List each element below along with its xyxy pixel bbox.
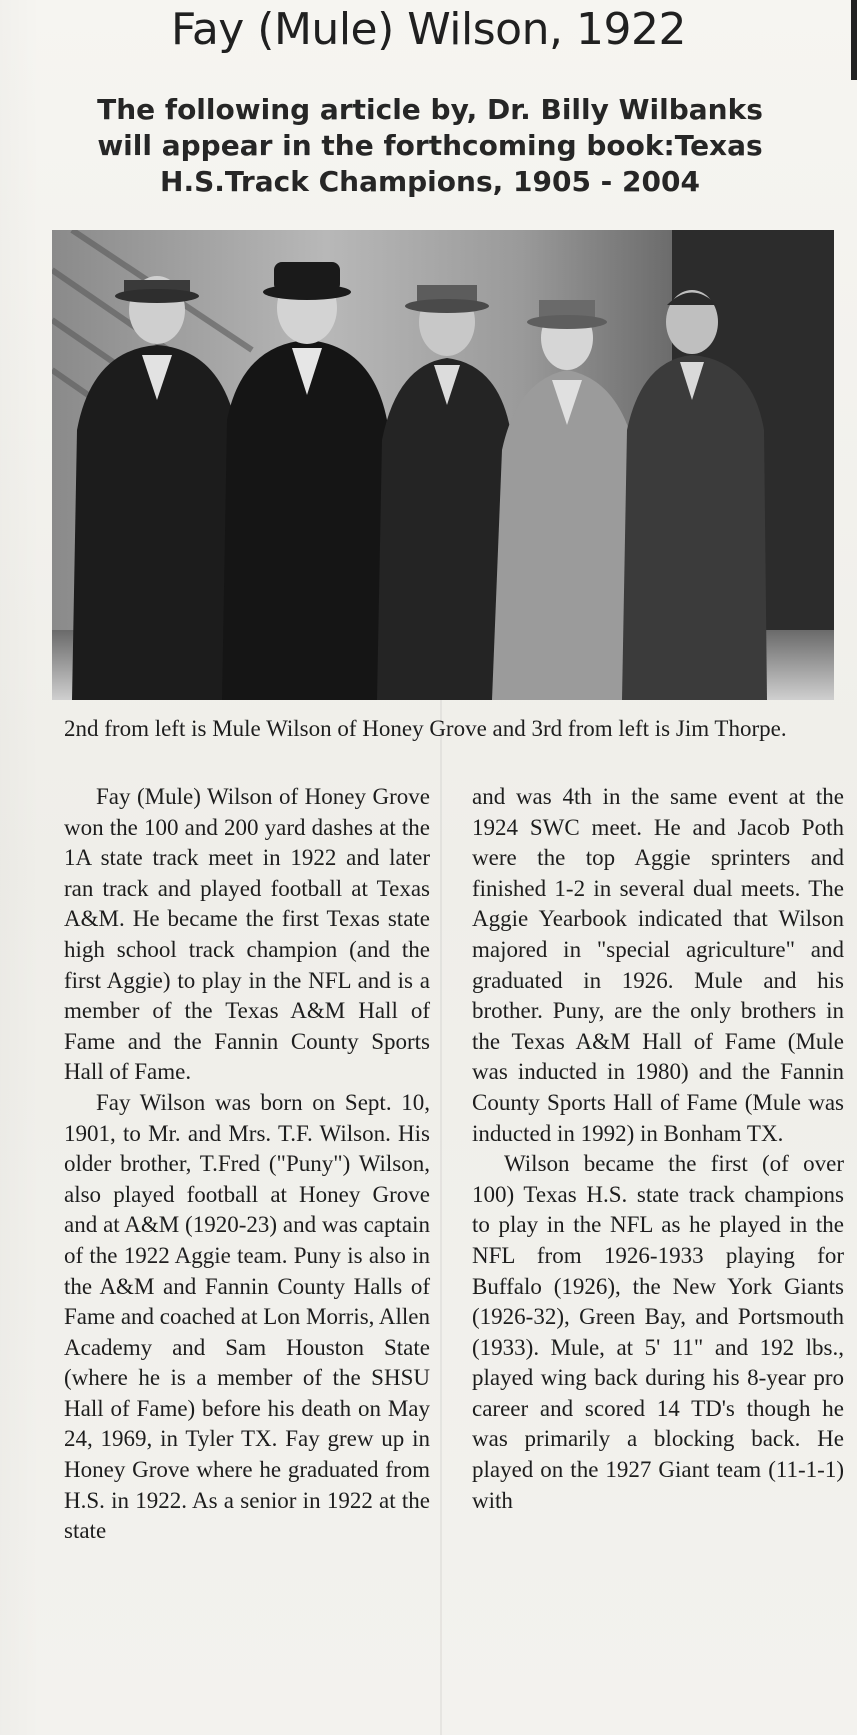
photo-caption: 2nd from left is Mule Wilson of Honey Grove and 3rd from left is Jim Thorpe. bbox=[64, 716, 787, 741]
column-divider bbox=[440, 700, 442, 1735]
left-column bbox=[64, 782, 430, 1547]
photo-image bbox=[52, 230, 834, 700]
paragraph: and was 4th in the same event at the 1924 SWC meet. He and Jacob Poth were the top Aggie sprinters and finished 1-2 in several dual meets. The Aggie Yearbook indicated that Wilson majored in "special agriculture" and graduated in 1926. Mule and his brother. Puny, are the only brothers in the Texas A&M Hall of Fame (Mule was inducted in 1980) and the Fannin County Sports Hall of Fame (Mule was inducted in 1992) in Bonham TX. bbox=[472, 784, 844, 1146]
article-title: Fay (Mule) Wilson, 1922 bbox=[171, 4, 686, 55]
paragraph: Wilson became the first (of over 100) Texas H.S. state track champions to play in the NFL as he played in the NFL from 1926-1933 playing for Buffalo (1926), the New York Giants (1926-32), Green Bay, and Portsmouth (1933). Mule, at 5' 11" and 192 lbs., played wing back during his 8-year pro career and scored 14 TD's though he was primarily a blocking back. He played on the 1927 Giant team (11-1-1) with bbox=[472, 1151, 844, 1513]
paragraph: Fay (Mule) Wilson of Honey Grove won the 100 and 200 yard dashes at the 1A state track meet in 1922 and later ran track and played football at Texas A&M. He became the first Texas state high school track champion (and the first Aggie) to play in the NFL and is a member of the Texas A&M Hall of Fame and the Fannin County Sports Hall of Fame. bbox=[64, 784, 430, 1085]
group-photo bbox=[52, 230, 834, 700]
paragraph: Fay Wilson was born on Sept. 10, 1901, to Mr. and Mrs. T.F. Wilson. His older brother, T.Fred ("Puny") Wilson, also played football at Honey Grove and at A&M (1920-23) and was captain of the 1922 Aggie team. Puny is also in the A&M and Fannin County Halls of Fame and coached at Lon Morris, Allen Academy and Sam Houston State (where he is a member of the SHSU Hall of Fame) before his death on May 24, 1969, in Tyler TX. Fay grew up in Honey Grove where he graduated from H.S. in 1922. As a senior in 1922 at the state bbox=[64, 1089, 430, 1544]
article-subtitle: The following article by, Dr. Billy Wilbanks will appear in the forthcoming book:Texas H.S.Track Champions, 1905 - 2004 bbox=[97, 93, 763, 198]
right-column bbox=[472, 782, 844, 1516]
